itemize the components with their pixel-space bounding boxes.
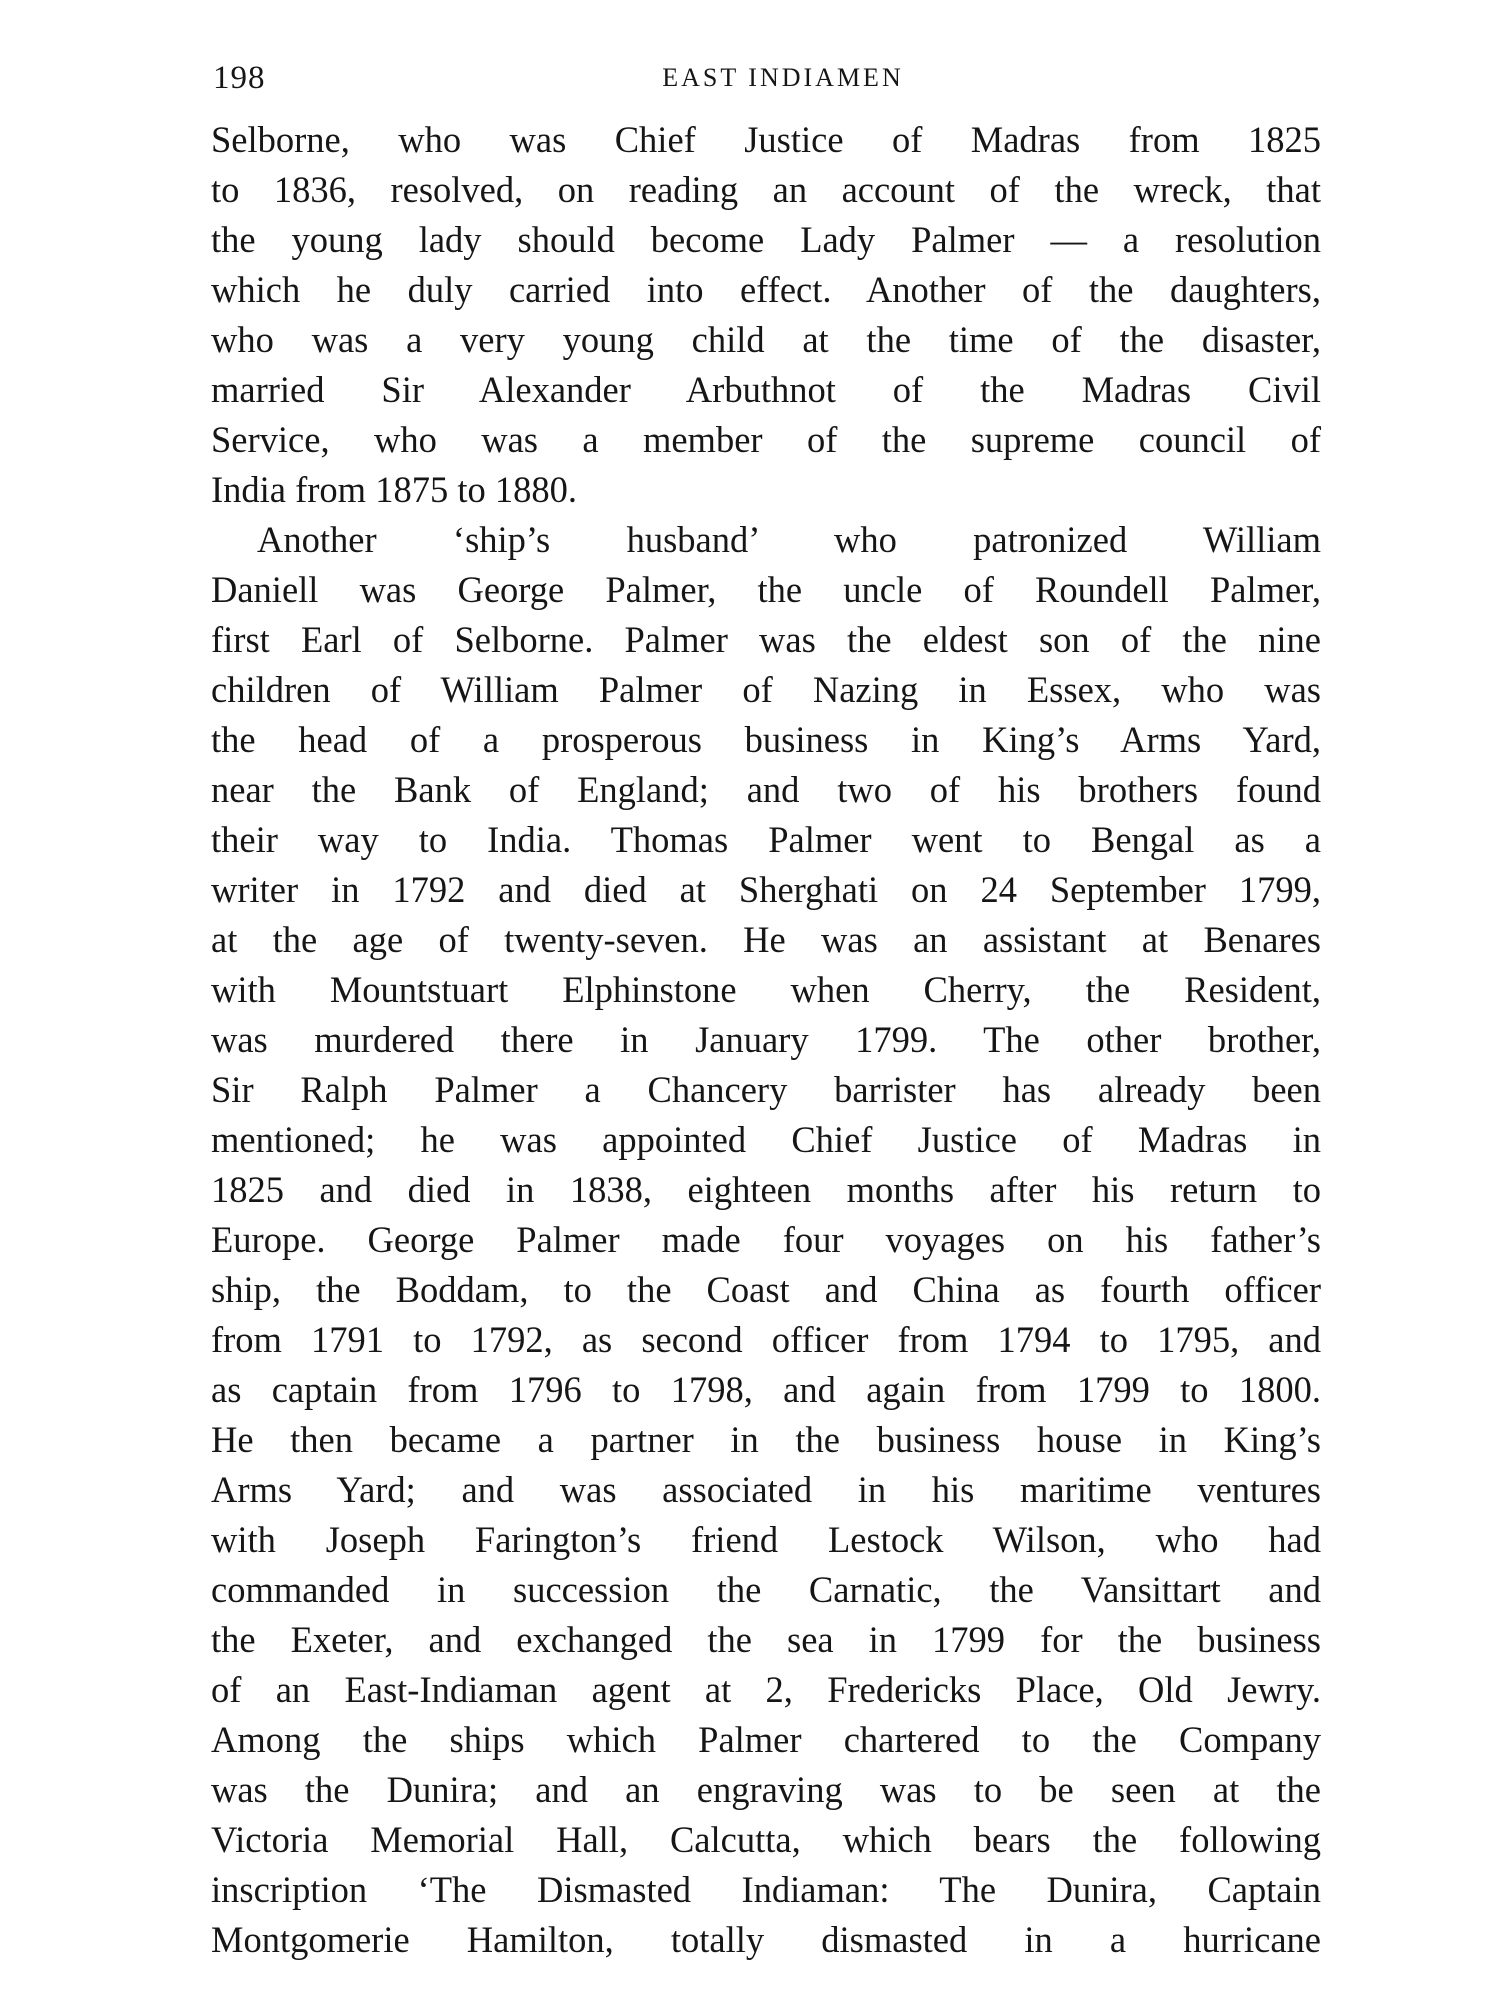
text-line: near the Bank of England; and two of his brothers found <box>211 769 1321 810</box>
text-line: Europe. George Palmer made four voyages on his father’s <box>211 1219 1321 1260</box>
text-line: Arms Yard; and was associated in his maritime ventures <box>211 1469 1321 1510</box>
text-line: writer in 1792 and died at Sherghati on 24 September 1799, <box>211 869 1321 910</box>
running-title: EAST INDIAMEN <box>662 63 904 92</box>
text-line: Service, who was a member of the supreme council of <box>211 419 1321 460</box>
paragraph-start-line: Another ‘ship’s husband’ who patronized William <box>257 519 1321 560</box>
text-line: mentioned; he was appointed Chief Justice of Madras in <box>211 1119 1321 1160</box>
text-line: commanded in succession the Carnatic, the Vansittart and <box>211 1569 1321 1610</box>
text-line: at the age of twenty-seven. He was an assistant at Benares <box>211 919 1321 960</box>
text-line: was the Dunira; and an engraving was to be seen at the <box>211 1769 1321 1810</box>
text-line: Among the ships which Palmer chartered to the Company <box>211 1719 1321 1760</box>
text-line: the head of a prosperous business in King’s Arms Yard, <box>211 719 1321 760</box>
text-line: to 1836, resolved, on reading an account of the wreck, that <box>211 169 1321 210</box>
text-line: inscription ‘The Dismasted Indiaman: The Dunira, Captain <box>211 1869 1321 1910</box>
text-line: ship, the Boddam, to the Coast and China as fourth officer <box>211 1269 1321 1310</box>
text-line: Victoria Memorial Hall, Calcutta, which bears the following <box>211 1819 1321 1860</box>
text-line: He then became a partner in the business house in King’s <box>211 1419 1321 1460</box>
text-line: first Earl of Selborne. Palmer was the eldest son of the nine <box>211 619 1321 660</box>
text-line: with Joseph Farington’s friend Lestock Wilson, who had <box>211 1519 1321 1560</box>
text-line: as captain from 1796 to 1798, and again from 1799 to 1800. <box>211 1369 1321 1410</box>
text-line: Montgomerie Hamilton, totally dismasted in a hurricane <box>211 1919 1321 1960</box>
text-line: of an East-Indiaman agent at 2, Fredericks Place, Old Jewry. <box>211 1669 1321 1710</box>
body-text <box>211 115 1321 1965</box>
text-line: with Mountstuart Elphinstone when Cherry, the Resident, <box>211 969 1321 1010</box>
text-line: from 1791 to 1792, as second officer from 1794 to 1795, and <box>211 1319 1321 1360</box>
text-line: married Sir Alexander Arbuthnot of the Madras Civil <box>211 369 1321 410</box>
text-line: children of William Palmer of Nazing in Essex, who was <box>211 669 1321 710</box>
running-head <box>213 58 1323 98</box>
text-line: Selborne, who was Chief Justice of Madras from 1825 <box>211 119 1321 160</box>
text-line: who was a very young child at the time of the disaster, <box>211 319 1321 360</box>
page-number: 198 <box>213 60 266 96</box>
text-line: Daniell was George Palmer, the uncle of Roundell Palmer, <box>211 569 1321 610</box>
text-line: 1825 and died in 1838, eighteen months after his return to <box>211 1169 1321 1210</box>
text-line: the young lady should become Lady Palmer — a resolution <box>211 219 1321 260</box>
text-line: the Exeter, and exchanged the sea in 1799 for the business <box>211 1619 1321 1660</box>
text-line: which he duly carried into effect. Another of the daughters, <box>211 269 1321 310</box>
text-line: was murdered there in January 1799. The other brother, <box>211 1019 1321 1060</box>
text-line: their way to India. Thomas Palmer went to Bengal as a <box>211 819 1321 860</box>
text-line: Sir Ralph Palmer a Chancery barrister has already been <box>211 1069 1321 1110</box>
text-line: India from 1875 to 1880. <box>211 469 577 510</box>
